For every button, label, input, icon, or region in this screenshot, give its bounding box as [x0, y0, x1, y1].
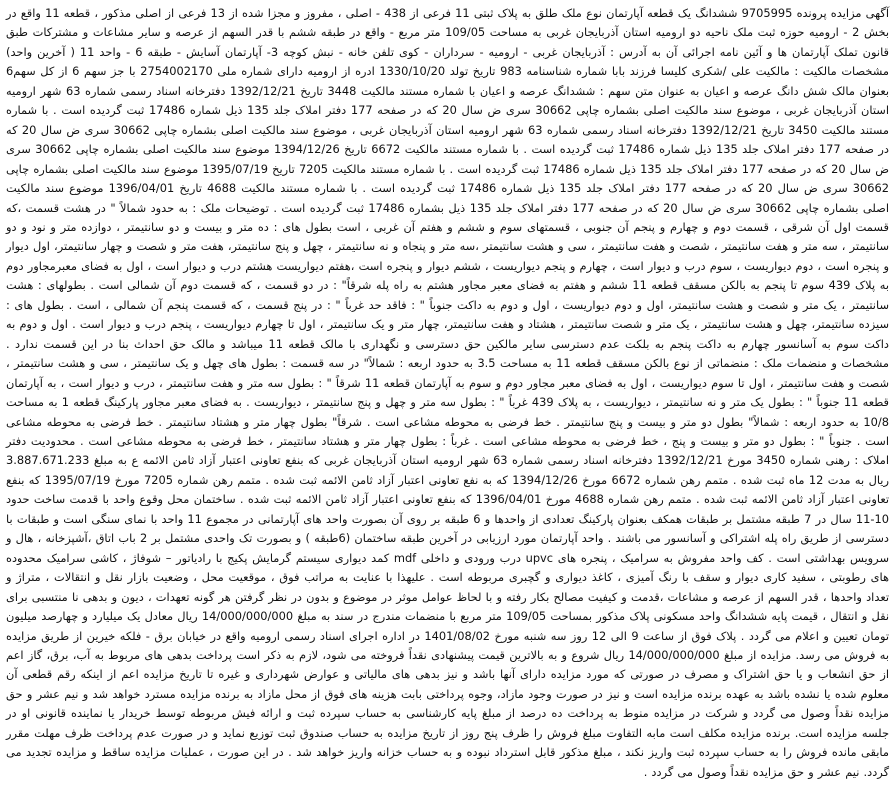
auction-notice-body: آگهی مزایده پرونده 9705995 ششدانگ یک قطعه آپارتمان نوع ملک طلق به پلاک ثبتی 11 فرعی از 438 - اصلی ، مفروز و مجزا شده از 13 فرعی از اصلی مذکور ، قطعه 11 واقع در بخش 2 - ارومیه حوزه ثبت ملک ناحیه دو ارومیه استان آذربایجان غربی به مساحت 109/05 متر مربع - واقع در طبقه ششم با قدر السهم از عرصه و سایر مشاعات و مشترکات طبق قانون تملک آپارتمان ها و آئین نامه اجرائی آن به آدرس : آذربایجان غربی - ارومیه - سرداران - کوی تلفن خانه - نبش کوچه 3- آپارتمان آسایش - طبقه 6 - واحد 11 ( آخرین واحد) مشخصات مالکیت : مالکیت علی /شکری کلیسا فرزند بابا شماره شناسنامه 983 تاریخ تولد 1330/10/20 ادره از ارومیه دارای شماره ملی 2754002170 با جز سهم 6 از کل سهم6 بعنوان مالک شش دانگ عرصه و اعیان به عنوان متن سهم : ششدانگ عرصه و اعیان با شماره مستند مالکیت 3448 تاریخ 1392/12/21 دفترخانه اسناد رسمی شماره 63 شهر ارومیه استان آذربایجان غربی ، موضوع سند مالکیت اصلی بشماره چاپی 30662 سری ض سال 20 که در صفحه 177 دفتر املاک جلد 135 ذیل شماره 17486 ثبت گردیده است . با شماره مستند مالکیت 3450 تاریخ 1392/12/21 دفترخانه اسناد رسمی شماره 63 شهر ارومیه استان آذربایجان غربی ، موضوع سند مالکیت اصلی بشماره چاپی 30662 سری ض سال 20 که در صفحه 177 دفتر املاک جلد 135 ذیل شماره 17486 ثبت گردیده است . با شماره مستند مالکیت 6672 تاریخ 1394/12/26 موضوع سند مالکیت اصلی بشماره چاپی 30662 سری ض سال 20 که در صفحه 177 دفتر املاک جلد 135 ذیل شماره 17486 ثبت گردیده است . با شماره مستند مالکیت 7205 تاریخ 1395/07/19 موضوع سند مالکیت اصلی بشماره چاپی 30662 سری ض سال 20 که در صفحه 177 دفتر املاک جلد 135 ذیل شماره 17486 ثبت گردیده است . با شماره مستند مالکیت 4688 تاریخ 1396/04/01 موضوع سند مالکیت اصلی بشماره چاپی 30662 سری ض سال 20 که در صفحه 177 دفتر املاک جلد 135 ذیل بشماره 17486 ثبت گردیده است . توضیحات ملک : به حدود شمالاً " در هشت قسمت ،که قسمت اول آن شرقی ، قسمت دوم و چهارم و پنجم آن جنوبی ، قسمتهای سوم و ششم و هفتم آن غربی ، است بطول های : ده متر و بیست و دو سانتیمتر ، دوازده متر و نود و دو سانتیمتر ، سه متر و هفت سانتیمتر ، شصت و هفت سانتیمتر ، سی و هشت سانتیمتر ،سه متر و پنجاه و نه سانتیمتر ، چهل و پنج سانتیمتر، هفت متر و شصت و چهار سانتیمتر، اول دیوار و پنجره است ، دوم دیواریست ، سوم درب و دیوار است ، چهارم و پنجم دیواریست ، ششم دیوار و پنجره است ،هفتم دیواریست هشتم درب و دیوار است ، اول به فضای معبرمجاور دوم به پلاک 439 سوم تا پنجم به بالکن مسقف قطعه 11 ششم و هفتم به فضای معبر مجاور هشتم به راه پله شرقاً" : در دو قسمت ، که قسمت دوم آن شمالی است . بطولهای : هشت سانتیمتر ، یک متر و شصت و هشت سانتیمتر، اول و دوم دیواریست ، اول و دوم به داکت جنوباً " : فاقد حد غرباً " : در پنج قسمت ، که قسمت پنجم آن شمالی ، است . بطول های : سیزده سانتیمتر، چهل و هشت سانتیمتر ، یک متر و شصت سانتیمتر ، هشتاد و هفت سانتیمتر، چهار متر و یک سانتیمتر ، اول تا چهارم دیواریست ، پنجم درب و دیوار است . اول و دوم به داکت سوم به آسانسور چهارم به داکت پنجم به بلکت عدم دسترسی سایر مالکین حق دسترسی و نگهداری با مالک قطعه 11 میباشد و مالک حق احداث بنا در این قسمت ندارد . مشخصات و منضمات ملک : منضماتی از نوع بالکن مسقف قطعه 11 به مساحت 3.5 به حدود اربعه : شمالاً" در سه قسمت : بطول های چهل و یک سانتیمتر ، سی و هشت سانتیمتر ، شصت و هفت سانتیمتر ، اول تا سوم دیواریست ، اول به فضای معبر مجاور دوم و سوم به آپارتمان قطعه 11 شرقاً " : بطول سه متر و هفت سانتیمتر ، درب و دیوار است ، به آپارتمان قطعه 11 جنوباً " : بطول یک متر و نه سانتیمتر ، دیواریست ، به پلاک 439 غرباً " : بطول سه متر و چهل و پنج سانتیمتر ، دیواریست . به فضای معبر مجاور پارکینگ قطعه 1 به مساحت 10/8 به حدود اربعه : شمالاً" بطول دو متر و بیست و پنج سانتیمتر . خط فرضی به محوطه مشاعی است . شرقاً" بطول چهار متر و هشتاد سانتیمتر . خط فرضی به محوطه مشاعی است . جنوباً " : بطول دو متر و بیست و پنج ، خط فرضی به محوطه مشاعی است . غرباً : بطول چهار متر و هشتاد سانتیمتر ، خط فرضی به محوطه مشاعی است . محدودیت دفتر املاک : رهنی شماره 3450 مورخ 1392/12/21 دفترخانه اسناد رسمی شماره 63 شهر ارومیه استان آذربایجان غربی که بنفع تعاونی اعتبار آزاد ثامن الائمه ع به مبلغ 3.887.671.233 ریال به مدت 12 ماه ثبت شده . متمم رهن شماره 6672 مورخ 1394/12/26 که به نفع تعاونی اعتبار آزاد ثامن الائمه ثبت شده . متمم رهن شماره 7205 مورخ 1395/07/19 که بنفع تعاونی اعتبار آزاد ثامن الائمه ثبت شده . متمم رهن شماره 4688 مورخ 1396/04/01 که بنفع تعاونی اعتبار آزاد ثامن الائمه ثبت شده . ساختمان محل وقوع واحد با قدمت ساخت حدود 10-11 سال در 7 طبقه مشتمل بر طبقات همکف بعنوان پارکینگ تعدادی از واحدها و 6 طبقه بر روی آن بصورت واحد های آپارتمانی در مجموع 11 واحد با نمای سنگی است و طبقات با دسترسی از طریق راه پله اشتراکی و آسانسور می باشند . واحد آپارتمان مورد ارزیابی در آخرین طبقه ساختمان (6طبقه ) و بصورت تک واحدی مشتمل بر 2 باب اتاق ،آشپزخانه ، هال و سرویس بهداشتی است . کف واحد مفروش به سرامیک ، پنجره های upvc درب ورودی و داخلی mdf کمد دیواری سیستم گرمایش پکیج با رادیاتور – شوفاژ ، کاشی سرامیک محدوده های رطوبتی ، سفید کاری دیوار و سقف با رنگ آمیزی ، کاغذ دیواری و گچبری مربوطه است . علیهذا با عنایت به مراتب فوق ، موقعیت محل ، وضعیت بازار نقل و انتقالات ، متراژ و تعداد واحدها ، قدر السهم از عرصه و مشاعات ،قدمت و کیفیت مصالح بکار رفته و با لحاظ عوامل موثر در موضوع و بدون در نظر گرفتن هر گونه تعهدات ، دیون و بدهی نا منتسبی برای نقل و انتقال ، قیمت پایه ششدانگ واحد مسکونی پلاک مذکور بمساحت 109/05 متر مربع با منضمات مندرج در سند به مبلغ 14/000/000/000 ریال معادل یک میلیارد و چهارصد میلیون تومان تعیین و اعلام می گردد . پلاک فوق از ساعت 9 الی 12 روز سه شنبه مورخ 1401/08/02 در اداره اجرای اسناد رسمی ارومیه واقع در خیابان برق - فلکه خیرین از طریق مزایده به فروش می رسد. مزایده از مبلغ 14/000/000/000 ریال شروع و به بالاترین قیمت پیشنهادی نقداً فروخته می شود، لازم به ذکر است پرداخت بدهی های مربوط به آب، برق، گاز اعم از حق انشعاب و یا حق اشتراک و مصرف در صورتی که مورد مزایده دارای آنها باشد و نیز بدهی های مالیاتی و عوارض شهرداری و غیره تا تاریخ مزایده اعم از اینکه رقم قطعی آن معلوم شده یا نشده باشد به عهده برنده مزایده است و نیز در صورت وجود مازاد، وجوه پرداختی بابت هزینه های فوق از محل مازاد به برنده مزایده مسترد خواهد شد و نیم عشر و حق مزایده نقداً وصول می گردد و شرکت در مزایده منوط به پرداخت ده درصد از مبلغ پایه کارشناسی به حساب سپرده ثبت و ارائه فیش مربوطه توسط خریدار یا نماینده قانونی او در جلسه مزایده است. برنده مزایده مکلف است مابه التفاوت مبلغ فروش را ظرف پنج روز از تاریخ مزایده به حساب صندوق ثبت توزیع نماید و در صورت عدم پرداخت ظرف مهلت مقرر مابقی مانده فروش را به حساب سپرده ثبت واریز نکند ، مبلغ مذکور قابل استرداد نبوده و به حساب خزانه واریز خواهد شد . در این صورت ، عملیات مزایده ساقط و مزایده تجدید می گردد. نیم عشر و حق مزایده نقداً وصول می گردد .	[6, 6, 890, 779]
